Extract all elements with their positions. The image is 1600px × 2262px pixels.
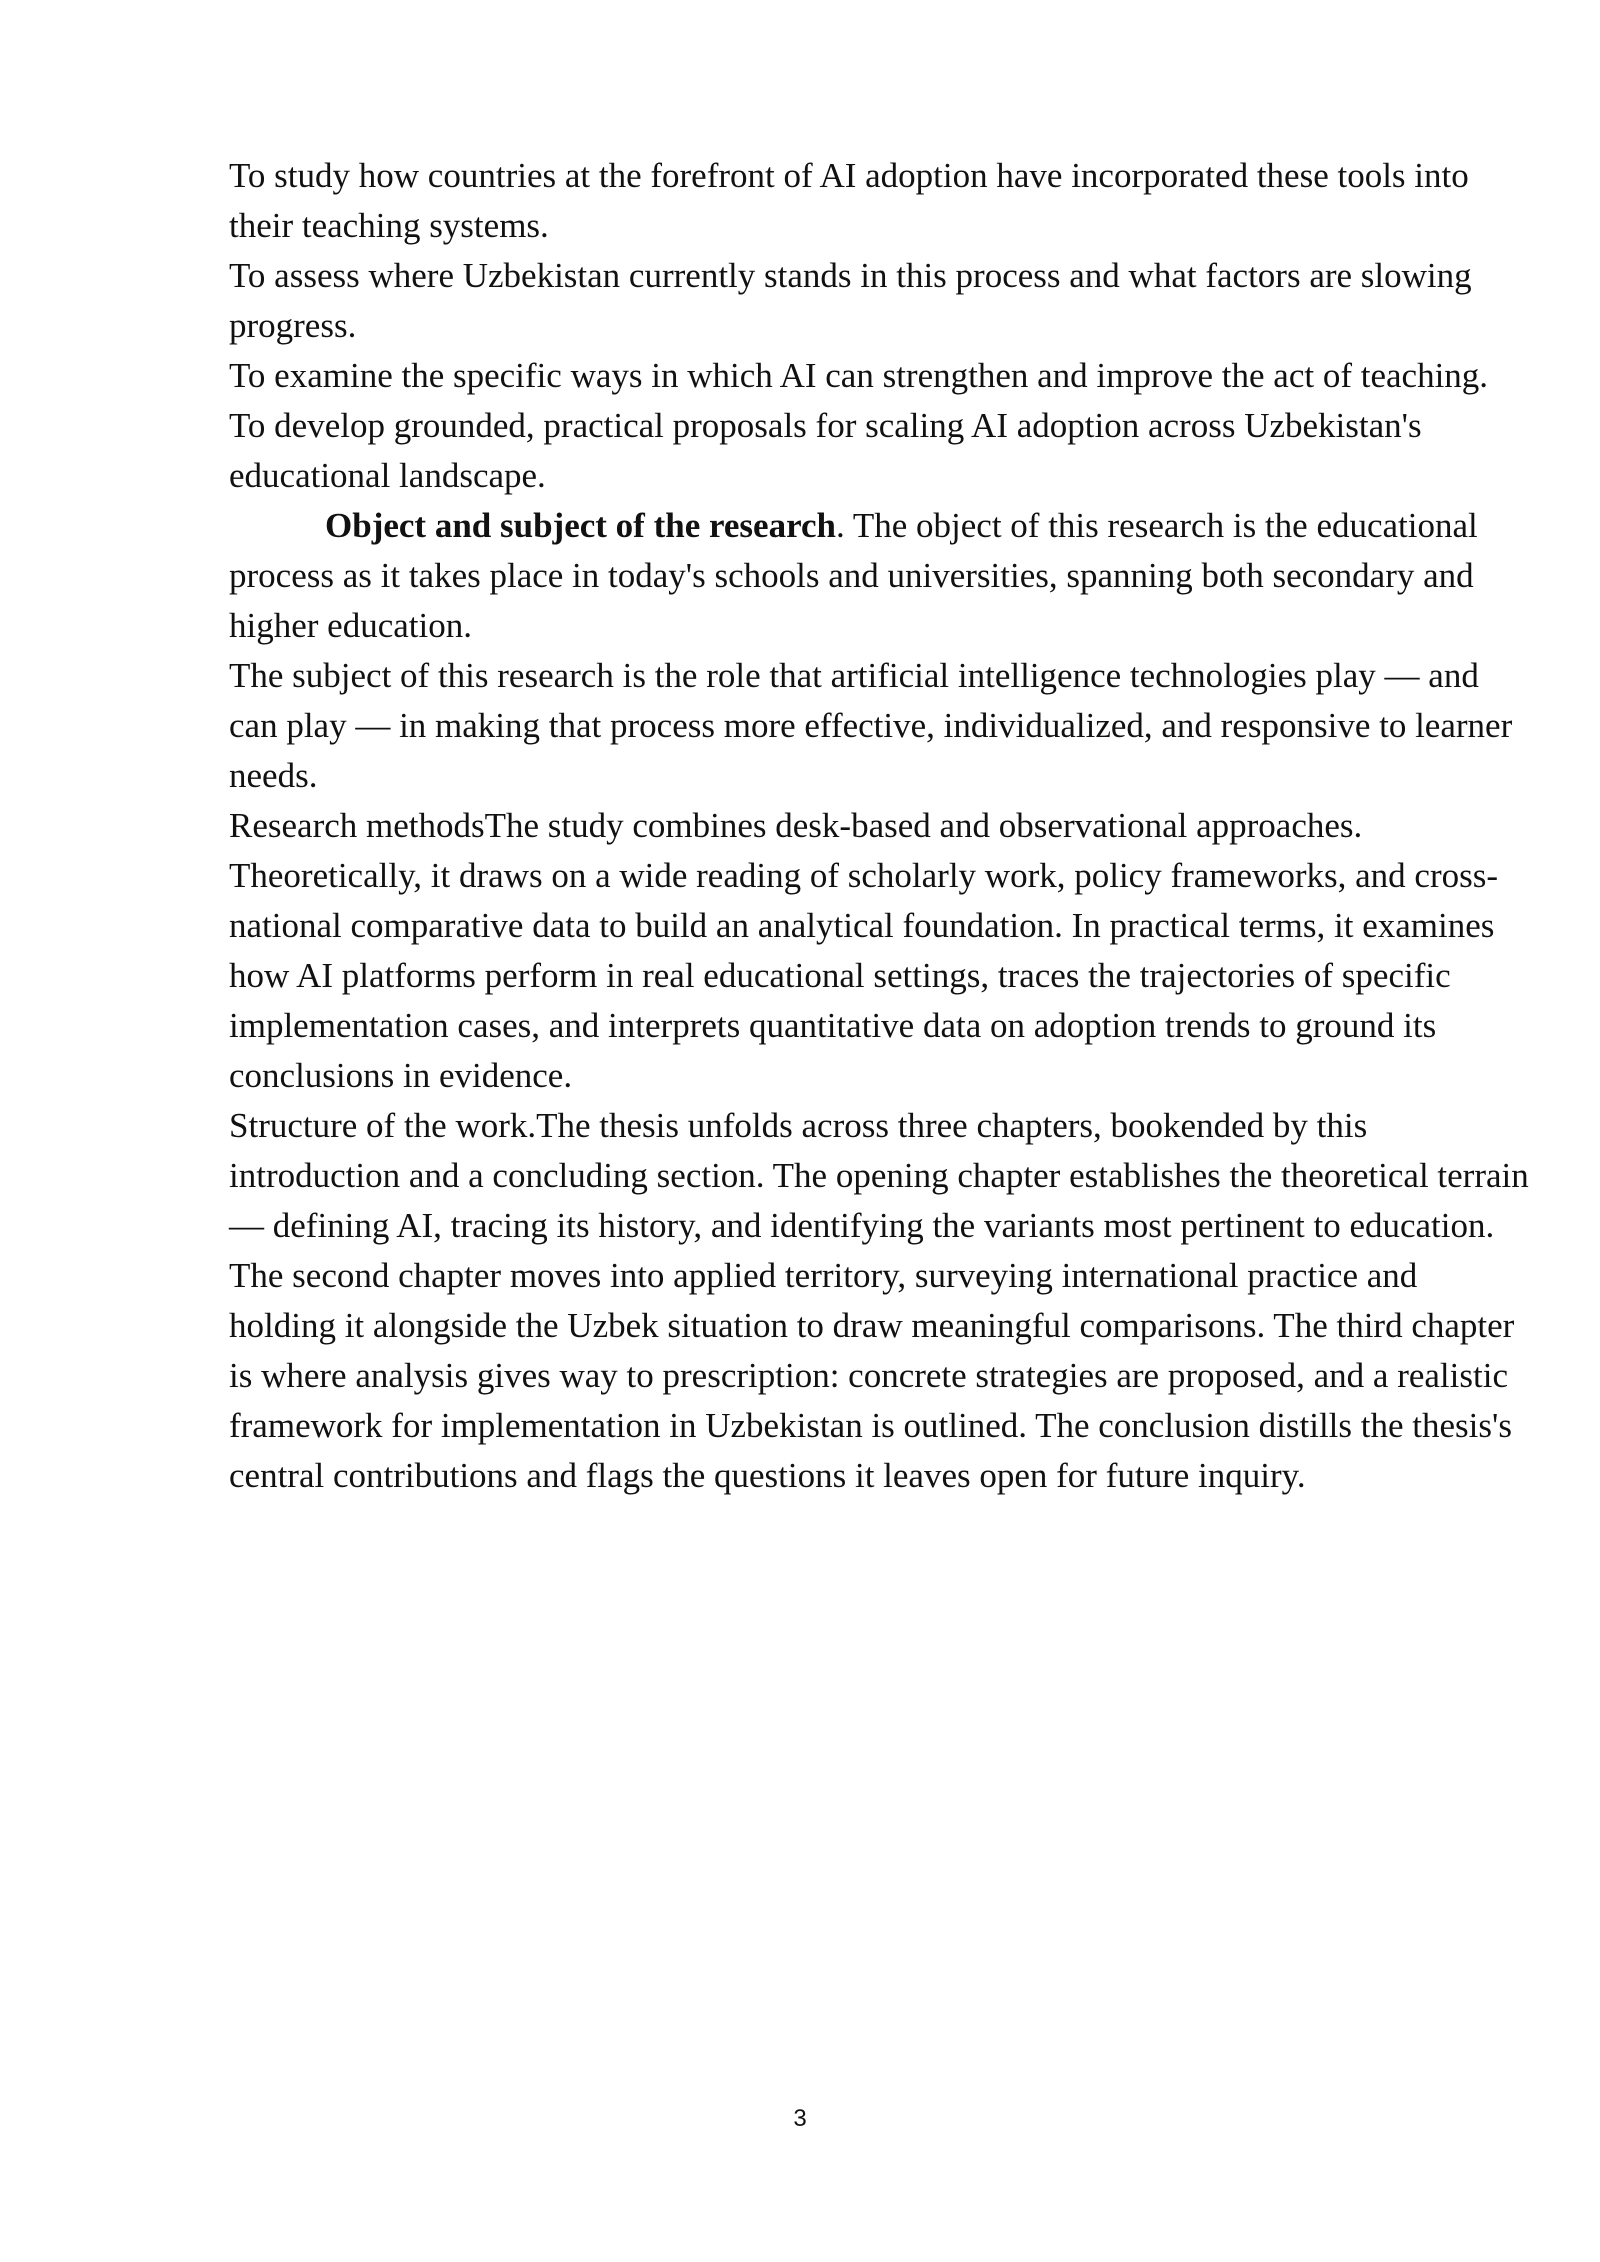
paragraph-objective-uzbekistan-status: To assess where Uzbekistan currently stands in this process and what factors are slowing progress. — [229, 256, 1472, 345]
paragraph-structure-of-work: Structure of the work.The thesis unfolds across three chapters, bookended by this introduction and a concluding section. The opening chapter establishes the theoretical terrain — defining AI, tracing its history, and identifying the variants most pertinent to education. The second chapter moves into applied territory, surveying international practice and holding it alongside the Uzbek situation to draw meaningful comparisons. The third chapter is where analysis gives way to prescription: concrete strategies are proposed, and a realistic framework for implementation in Uzbekistan is outlined. The conclusion distills the thesis's central contributions and flags the questions it leaves open for future inquiry. — [229, 1106, 1529, 1495]
object-subject-heading: Object and subject of the research — [325, 506, 836, 545]
paragraph-object-subject — [229, 501, 1529, 651]
document-body — [229, 151, 1529, 1501]
paragraph-research-methods: Research methodsThe study combines desk-based and observational approaches. Theoretically, it draws on a wide reading of scholarly work, policy frameworks, and cross-national comparative data to build an analytical foundation. In practical terms, it examines how AI platforms perform in real educational settings, traces the trajectories of specific implementation cases, and interprets quantitative data on adoption trends to ground its conclusions in evidence. — [229, 806, 1498, 1095]
paragraph-research-subject: The subject of this research is the role that artificial intelligence technologies play — and can play — in making that process more effective, individualized, and responsive to learner needs. — [229, 656, 1513, 795]
object-subject-text: . The object of this research is the educational process as it takes place in today's schools and universities, spanning both secondary and higher education. — [229, 506, 1478, 645]
paragraph-objective-ai-teaching: To examine the specific ways in which AI can strengthen and improve the act of teaching. — [229, 356, 1489, 395]
paragraph-objective-proposals: To develop grounded, practical proposals for scaling AI adoption across Uzbekistan's educational landscape. — [229, 406, 1422, 495]
page-number: 3 — [793, 2105, 807, 2132]
paragraph-objective-foreign-experience: To study how countries at the forefront of AI adoption have incorporated these tools into their teaching systems. — [229, 156, 1469, 245]
